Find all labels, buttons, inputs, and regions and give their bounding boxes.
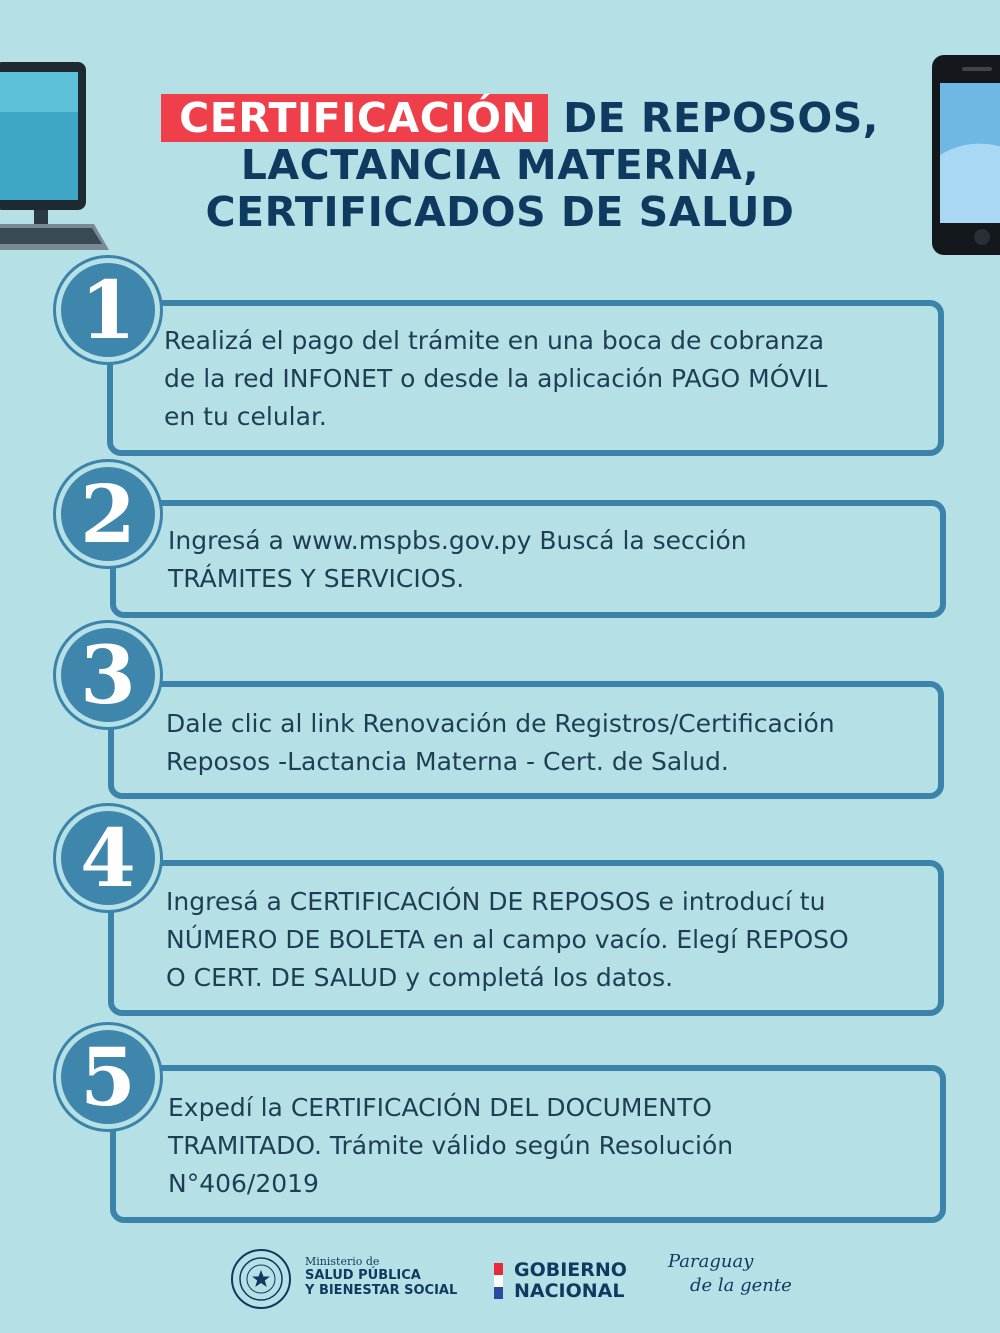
step-3	[56, 623, 946, 803]
step-text: Realizá el pago del trámite en una boca de cobranza de la red INFONET o desde la aplicación PAGO MÓVIL en tu celular.	[164, 326, 828, 431]
step-1	[56, 258, 946, 458]
step-number-badge: 4	[56, 806, 160, 910]
step-text: Expedí la CERTIFICACIÓN DEL DOCUMENTO TRAMITADO. Trámite válido según Resolución N°406/2019	[168, 1093, 734, 1198]
title-line3: CERTIFICADOS DE SALUD	[205, 188, 795, 236]
step-4	[56, 806, 946, 1018]
government-seal-icon	[230, 1248, 292, 1310]
step-text: Dale clic al link Renovación de Registros/Certificación Reposos -Lactancia Materna - Cert. de Salud.	[166, 709, 835, 776]
step-number-badge: 1	[56, 258, 160, 362]
step-2	[56, 462, 948, 622]
footer-logos	[0, 1245, 1000, 1315]
step-number-badge: 3	[56, 623, 160, 727]
paraguay-de-la-gente-logo: Paraguay de la gente	[668, 1251, 792, 1296]
step-number-badge: 5	[56, 1025, 160, 1129]
title-line1-rest: DE REPOSOS,	[563, 94, 879, 142]
step-5	[56, 1025, 948, 1225]
page-title	[0, 95, 1000, 236]
ministry-logo: Ministerio de SALUD PÚBLICA Y BIENESTAR SOCIAL	[305, 1255, 458, 1298]
step-number-badge: 2	[56, 462, 160, 566]
title-line2: LACTANCIA MATERNA,	[240, 141, 760, 189]
step-text: Ingresá a CERTIFICACIÓN DE REPOSOS e introducí tu NÚMERO DE BOLETA en al campo vacío. Elegí REPOSO O CERT. DE SALUD y completá los datos.	[166, 887, 849, 992]
title-highlight: CERTIFICACIÓN	[161, 94, 548, 142]
paraguay-flag-icon	[494, 1263, 503, 1299]
step-text: Ingresá a www.mspbs.gov.py Buscá la sección TRÁMITES Y SERVICIOS.	[168, 526, 747, 593]
gobierno-nacional-logo: GOBIERNO NACIONAL	[514, 1259, 627, 1302]
